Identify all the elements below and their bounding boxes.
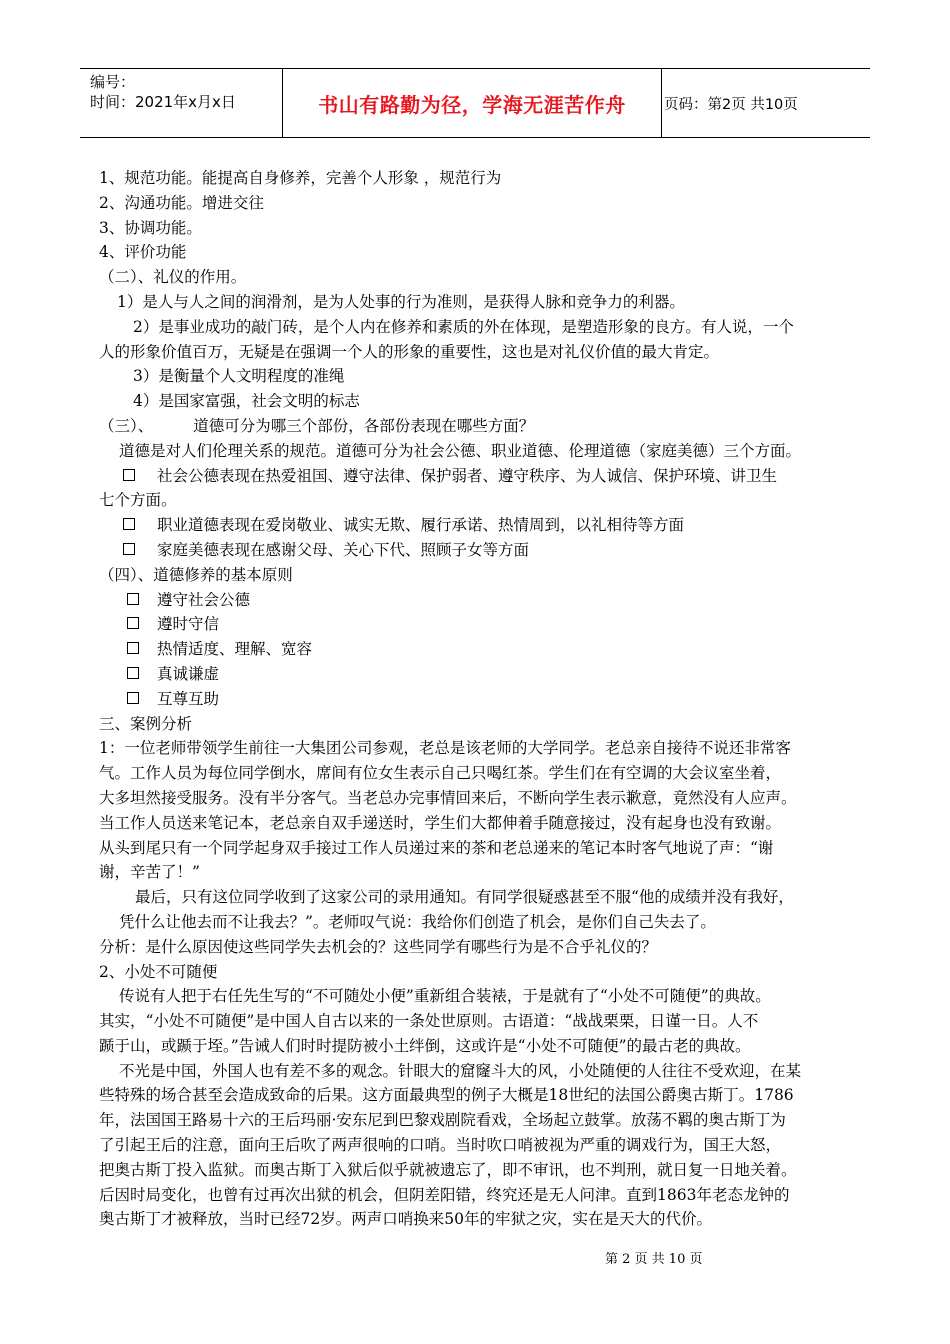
paragraph-line: 当工作人员送来笔记本，老总亲自双手递送时，学生们大都伸着手随意接过，没有起身也没有致谢。 <box>99 813 782 832</box>
bullet-text: 社会公德表现在热爱祖国、遵守法律、保护弱者、遵守秩序、为人诚信、保护环境、讲卫生 <box>157 466 778 485</box>
header-page-info: 页码：第2页 共10页 <box>664 96 798 113</box>
checkbox-bullet-icon <box>123 518 135 530</box>
paragraph-line: 4、评价功能 <box>99 243 187 262</box>
bullet-text: 遵时守信 <box>157 615 220 634</box>
bullet-text: 真诚谦虚 <box>157 664 220 683</box>
paragraph-line: 最后，只有这位同学收到了这家公司的录用通知。有同学很疑惑甚至不服“他的成绩并没有我好， <box>135 888 794 907</box>
section-title: 道德可分为哪三个部份，各部份表现在哪些方面？ <box>193 416 535 435</box>
paragraph-line: 奥古斯丁才被释放，当时已经72岁。两声口哨换来50年的牢狱之灾，实在是天大的代价。 <box>99 1210 712 1229</box>
bullet-text: 热情适度、理解、宽容 <box>157 640 313 659</box>
bullet-item <box>99 637 854 662</box>
section-heading: 2、小处不可随便 <box>99 962 218 981</box>
page-header <box>80 68 870 138</box>
bullet-item <box>99 662 854 687</box>
paragraph-line: 1）是人与人之间的润滑剂，是为人处事的行为准则，是获得人脉和竞争力的利器。 <box>117 292 685 311</box>
checkbox-bullet-icon <box>127 642 139 654</box>
paragraph-line: 了引起王后的注意，面向王后吹了两声很响的口哨。当时吹口哨被视为严重的调戏行为，国王大怒， <box>99 1136 782 1155</box>
document-number-label: 编号： <box>90 73 136 91</box>
page-footer: 第 2 页 共 10 页 <box>605 1252 703 1267</box>
paragraph-line: 从头到尾只有一个同学起身双手接过工作人员递过来的茶和老总递来的笔记本时客气地说了声：“谢 <box>99 838 774 857</box>
paragraph-line: 1：一位老师带领学生前往一大集团公司参观，老总是该老师的大学同学。老总亲自接待不说还非常客 <box>99 739 791 758</box>
paragraph-line: 人的形象价值百万，无疑是在强调一个人的形象的重要性，这也是对礼仪价值的最大肯定。 <box>99 342 720 361</box>
paragraph-line: 凭什么让他去而不让我去？”。老师叹气说：我给你们创造了机会，是你们自己失去了。 <box>119 912 716 931</box>
paragraph-line: 1、规范功能。能提高自身修养，完善个人形象 ，规范行为 <box>99 169 502 187</box>
bullet-item <box>99 464 854 489</box>
checkbox-bullet-icon <box>127 593 139 605</box>
bullet-text: 职业道德表现在爱岗敬业、诚实无欺、履行承诺、热情周到，以礼相待等方面 <box>157 516 685 535</box>
bullet-item <box>99 513 854 538</box>
paragraph-line: 分析：是什么原因使这些同学失去机会的？这些同学有哪些行为是不合乎礼仪的？ <box>99 937 658 956</box>
bullet-item <box>99 687 854 712</box>
checkbox-bullet-icon <box>123 469 135 481</box>
paragraph-line: 年，法国国王路易十六的王后玛丽·安东尼到巴黎戏剧院看戏，全场起立鼓掌。放荡不羁的奥古斯丁为 <box>99 1111 786 1130</box>
bullet-item <box>99 588 854 613</box>
header-meta-cell <box>80 69 278 137</box>
section-heading <box>99 414 854 439</box>
section-heading: 三、案例分析 <box>99 714 193 733</box>
paragraph-line: 道德是对人们伦理关系的规范。道德可分为社会公德、职业道德、伦理道德（家庭美德）三个方面。 <box>119 441 802 460</box>
paragraph-line: 2）是事业成功的敲门砖，是个人内在修养和素质的外在体现，是塑造形象的良方。有人说，一个 <box>133 317 794 336</box>
bullet-text: 互尊互助 <box>157 689 220 708</box>
header-motto: 书山有路勤为径，学海无涯苦作舟 <box>318 92 626 117</box>
section-number: （三）、 <box>99 416 154 435</box>
paragraph-line: 气。工作人员为每位同学倒水，席间有位女生表示自己只喝红茶。学生们在有空调的大会议室坐着， <box>99 764 782 783</box>
paragraph-line: 七个方面。 <box>99 491 177 510</box>
bullet-item <box>99 612 854 637</box>
paragraph-line: 把奥古斯丁投入监狱。而奥古斯丁入狱后似乎就被遗忘了，即不审讯，也不判刑，就日复一日地关着。 <box>99 1160 797 1179</box>
header-motto-cell <box>282 69 662 137</box>
bullet-text: 遵守社会公德 <box>157 590 251 609</box>
bullet-text: 家庭美德表现在感谢父母、关心下代、照顾子女等方面 <box>157 540 530 559</box>
paragraph-line: 不光是中国，外国人也有差不多的观念。针眼大的窟窿斗大的风，小处随便的人往往不受欢迎，在某 <box>119 1061 802 1080</box>
document-body <box>99 166 854 1232</box>
paragraph-line: 3、协调功能。 <box>99 218 202 237</box>
paragraph-line: 些特殊的场合甚至会造成致命的后果。这方面最典型的例子大概是18世纪的法国公爵奥古斯丁。1786 <box>99 1086 794 1105</box>
section-heading: （四）、道德修养的基本原则 <box>99 565 293 584</box>
paragraph-line: 踬于山，或踬于垤。”告诫人们时时提防被小土绊倒，这或许是“小处不可随便”的最古老的典故。 <box>99 1036 751 1055</box>
section-heading: （二）、礼仪的作用。 <box>99 268 247 287</box>
checkbox-bullet-icon <box>123 543 135 555</box>
paragraph-line: 大多坦然接受服务。没有半分客气。当老总办完事情回来后，不断向学生表示歉意，竟然没有人应声。 <box>99 788 797 807</box>
paragraph-line: 后因时局变化，也曾有过再次出狱的机会，但阴差阳错，终究还是无人问津。直到1863年老态龙钟的 <box>99 1185 790 1204</box>
checkbox-bullet-icon <box>127 667 139 679</box>
paragraph-line: 谢，辛苦了！” <box>99 863 200 882</box>
paragraph-line: 3）是衡量个人文明程度的准绳 <box>133 367 345 386</box>
bullet-item <box>99 538 854 563</box>
checkbox-bullet-icon <box>127 692 139 704</box>
header-page-cell <box>664 69 870 137</box>
paragraph-line: 2、沟通功能。增进交往 <box>99 193 264 212</box>
checkbox-bullet-icon <box>127 617 139 629</box>
paragraph-line: 4）是国家富强，社会文明的标志 <box>133 392 360 411</box>
document-date-label: 时间：2021年x月x日 <box>90 93 236 111</box>
paragraph-line: 传说有人把于右任先生写的“不可随处小便”重新组合装裱，于是就有了“小处不可随便”的典故。 <box>119 987 771 1006</box>
paragraph-line: 其实，“小处不可随便”是中国人自古以来的一条处世原则。古语道：“战战栗栗，日谨一日。人不 <box>99 1012 759 1031</box>
